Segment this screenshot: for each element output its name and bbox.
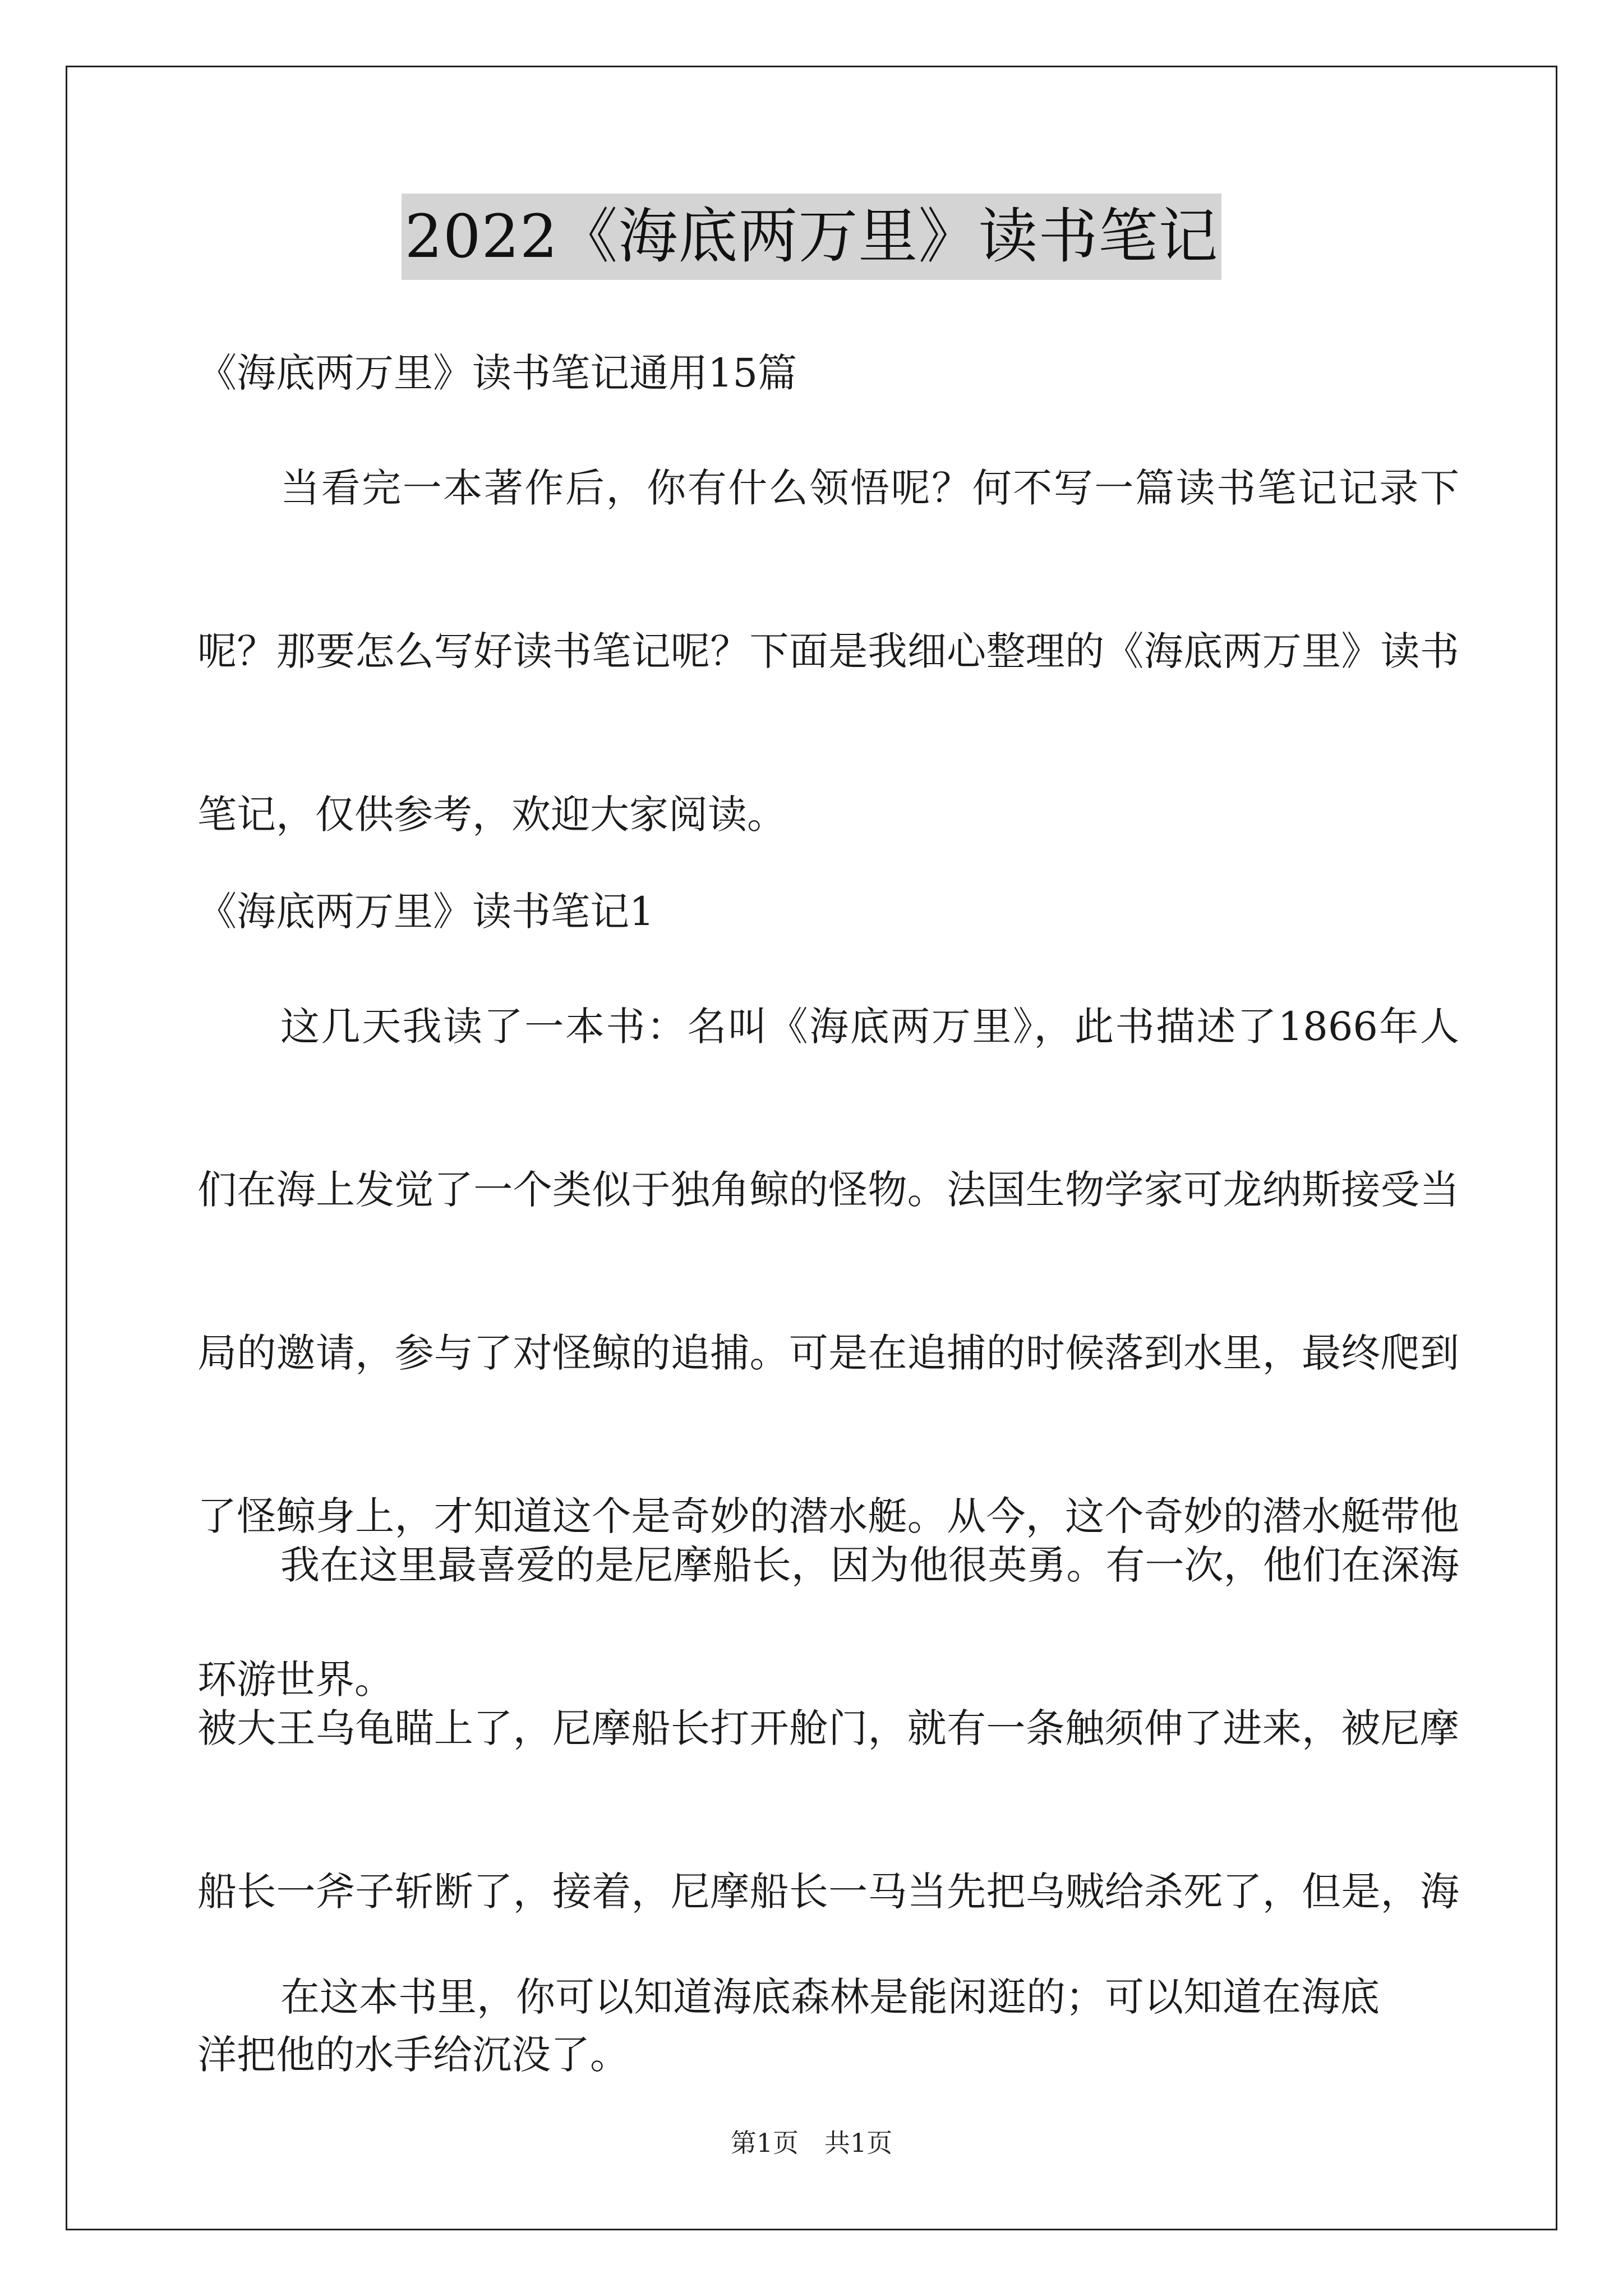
title-container (0, 194, 1623, 280)
section-1-paragraph-1: 这几天我读了一本书：名叫《海底两万里》，此书描述了1866年人们在海上发觉了一个类似于独角鲸的怪物。法国生物学家可龙纳斯接受当局的邀请，参与了对怪鲸的追捕。可是在追捕的时候落到水里，最终爬到了怪鲸身上，才知道这个是奇妙的潜水艇。从今，这个奇妙的潜水艇带他环游世界。 (197, 1004, 1459, 1703)
section-1-paragraph-3: 在这本书里，你可以知道海底森林是能闲逛的；可以知道在海底 (280, 1974, 1380, 2020)
intro-paragraph: 当看完一本著作后，你有什么领悟呢？何不写一篇读书笔记记录下呢？那要怎么写好读书笔记呢？下面是我细心整理的《海底两万里》读书笔记，仅供参考，欢迎大家阅读。 (197, 465, 1459, 838)
section-1-paragraph-2: 我在这里最喜爱的是尼摩船长，因为他很英勇。有一次，他们在深海被大王乌龟瞄上了，尼摩船长打开舱门，就有一条触须伸了进来，被尼摩船长一斧子斩断了，接着，尼摩船长一马当先把乌贼给杀死了，但是，海洋把他的水手给沉没了。 (197, 1542, 1459, 2078)
page-footer: 第1页 共1页 (730, 2128, 893, 2158)
section-1-heading: 《海底两万里》读书笔记1 (197, 889, 654, 935)
document-subtitle: 《海底两万里》读书笔记通用15篇 (197, 350, 797, 396)
document-title: 2022《海底两万里》读书笔记 (402, 194, 1222, 280)
